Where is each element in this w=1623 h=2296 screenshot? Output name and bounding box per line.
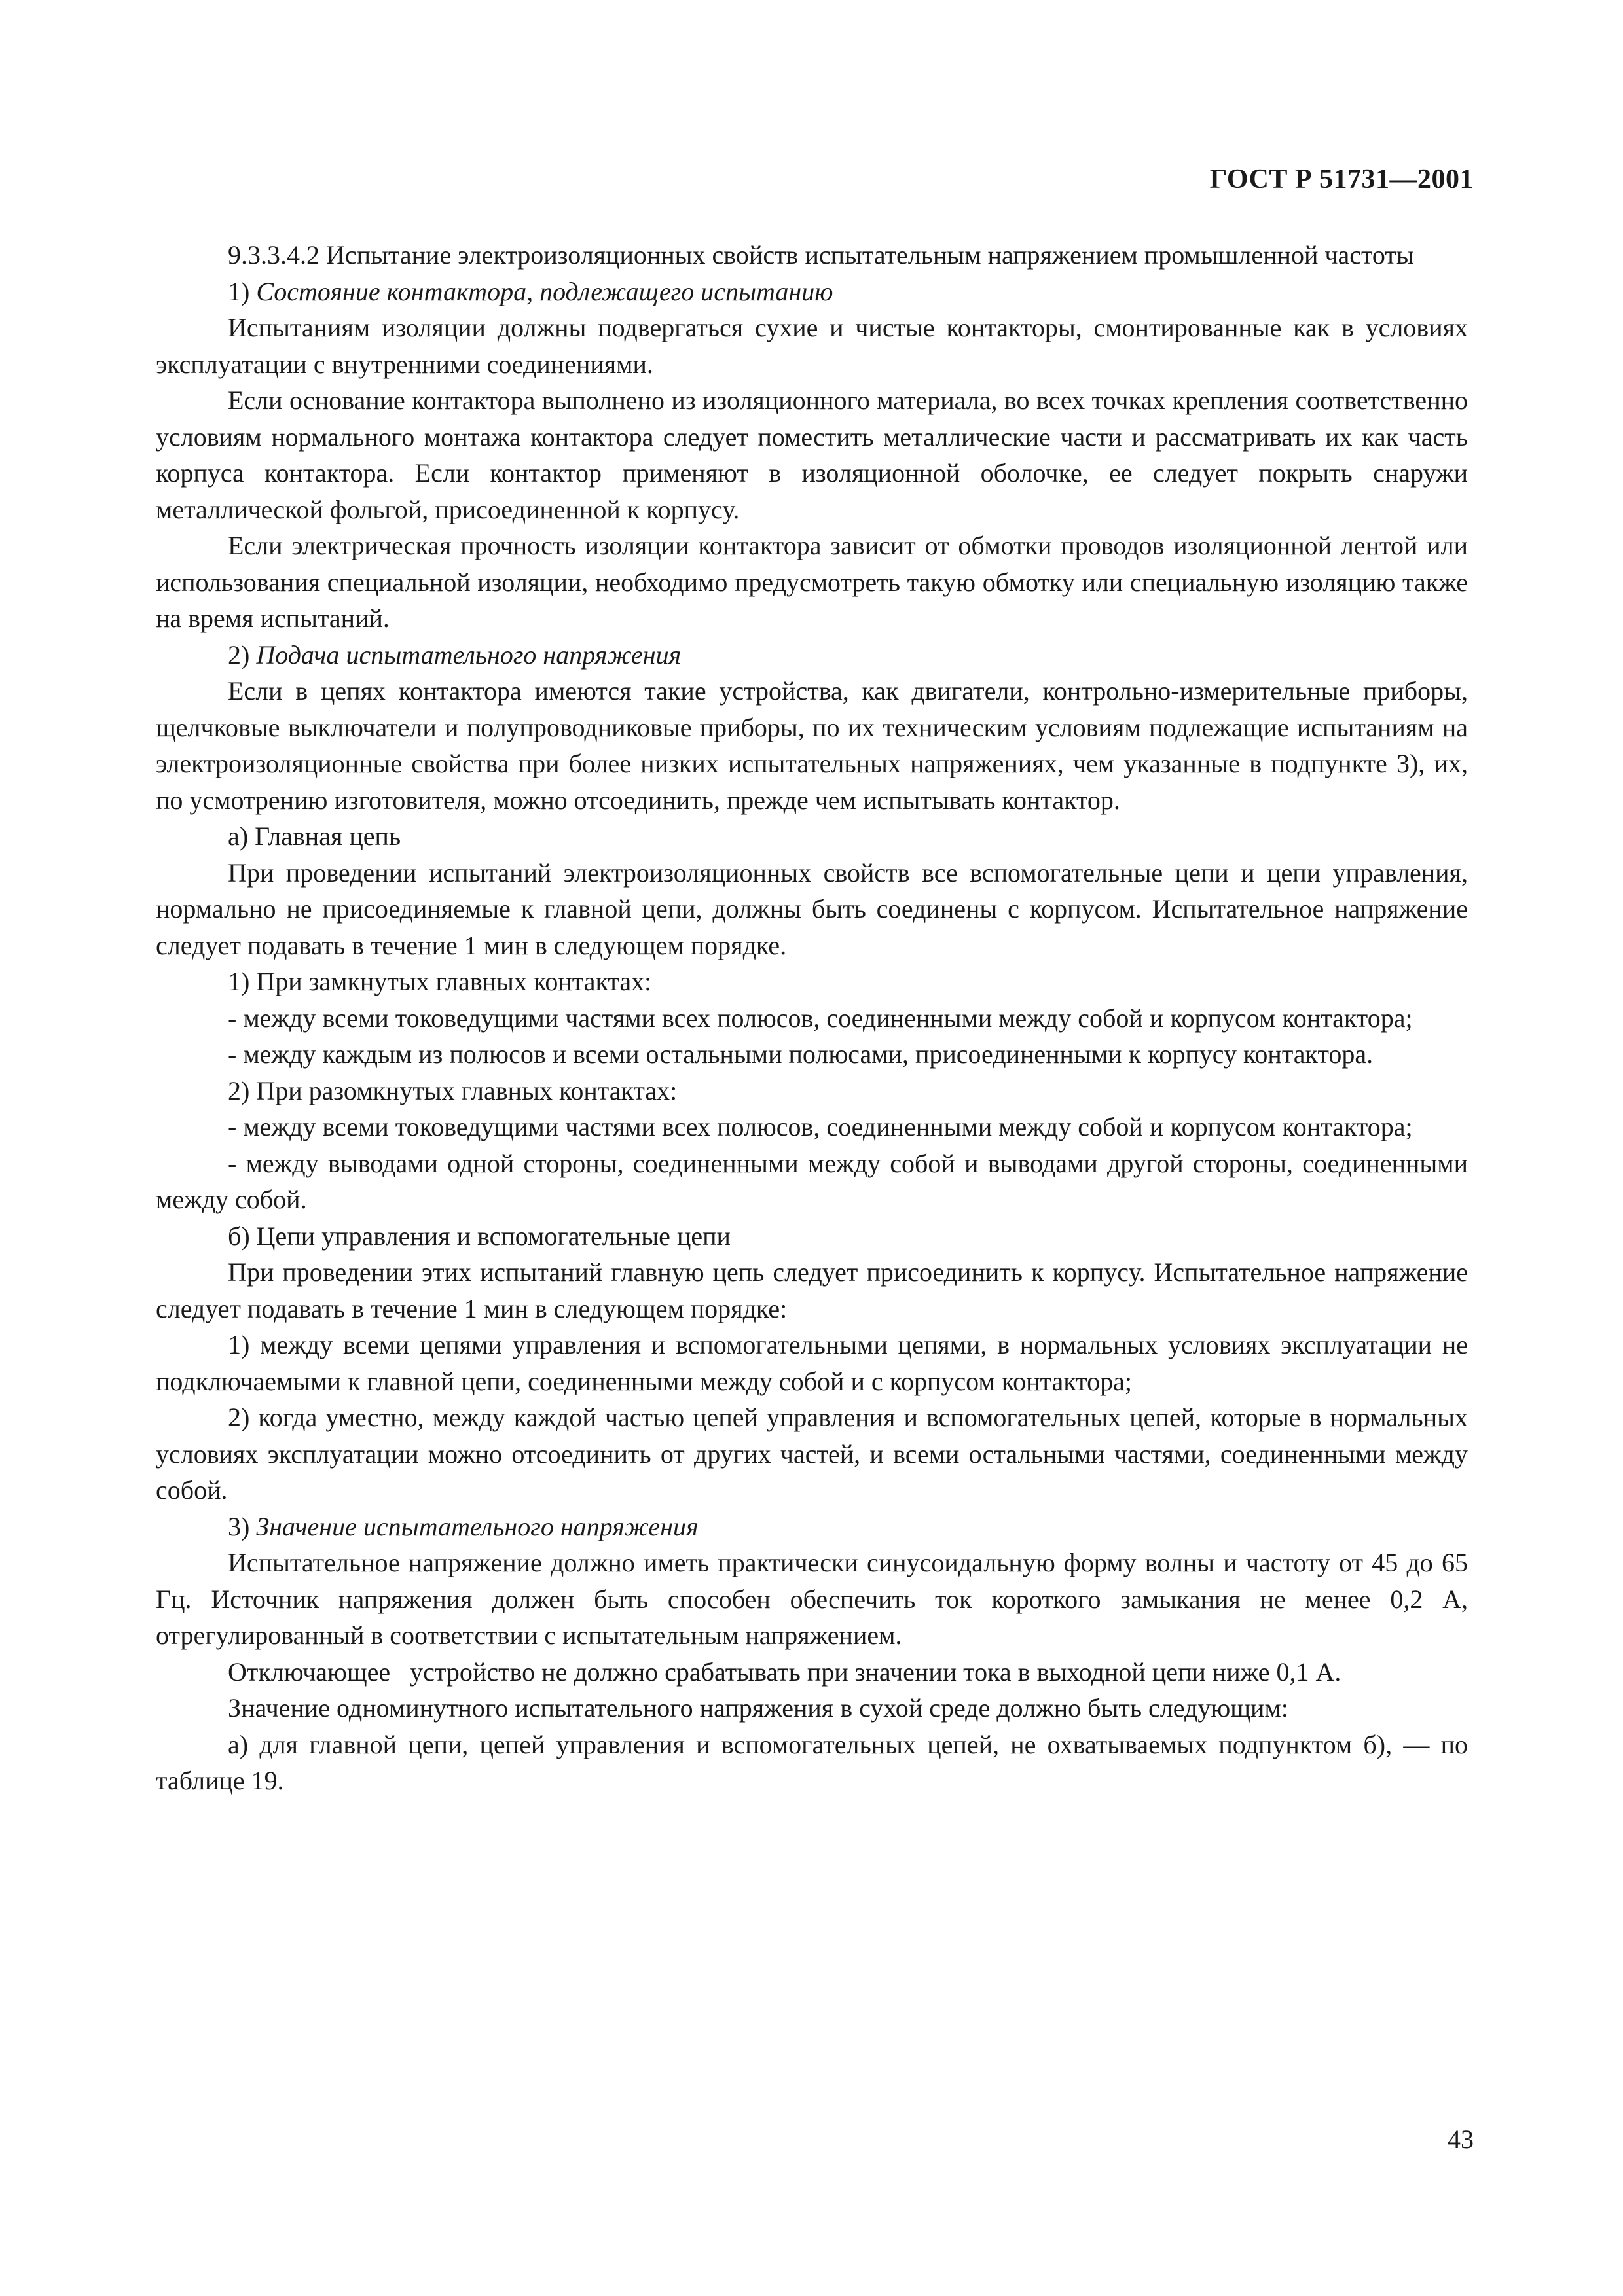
paragraph-text: При проведении этих испытаний главную цепь следует присоединить к корпусу. Испытательное напряжение следует подавать в течение 1 мин в следующем порядке: [156, 1257, 1468, 1323]
paragraph-text: - между всеми токоведущими частями всех полюсов, соединенными между собой и корпусом контактора; [228, 1003, 1413, 1033]
paragraph-text: - между всеми токоведущими частями всех полюсов, соединенными между собой и корпусом контактора; [228, 1112, 1413, 1141]
paragraph-text: - между каждым из полюсов и всеми остальными полюсами, присоединенными к корпусу контактора. [228, 1039, 1374, 1069]
paragraph [156, 274, 1468, 310]
paragraph-italic-text: Состояние контактора, подлежащего испытанию [256, 276, 833, 306]
paragraph-text: б) Цепи управления и вспомогательные цепи [228, 1221, 731, 1251]
paragraph-text: а) для главной цепи, цепей управления и вспомогательных цепей, не охватываемых подпунктом б), — по таблице 19. [156, 1729, 1468, 1795]
paragraph-text: Если в цепях контактора имеются такие устройства, как двигатели, контрольно-измерительные приборы, щелчковые выключатели и полупроводниковые приборы, по их техническим условиям подлежащие испытаниям на электроизоляционные свойства при более низких испытательных напряжениях, чем указанные в подпункте 3), их, по усмотрению изготовителя, можно отсоединить, прежде чем испытывать контактор. [156, 676, 1468, 815]
paragraph [156, 1073, 1468, 1109]
paragraph [156, 855, 1468, 964]
paragraph [156, 673, 1468, 818]
paragraph [156, 1327, 1468, 1399]
paragraph [156, 382, 1468, 528]
paragraph [156, 528, 1468, 637]
paragraph-text: При проведении испытаний электроизоляционных свойств все вспомогательные цепи и цепи управления, нормально не присоединяемые к главной цепи, должны быть соединены с корпусом. Испытательное напряжение следует подавать в течение 1 мин в следующем порядке. [156, 857, 1468, 960]
document-body [156, 237, 1468, 1799]
paragraph-text: 9.3.3.4.2 Испытание электроизоляционных свойств испытательным напряжением промышленной частоты [228, 240, 1414, 270]
paragraph-text: - между выводами одной стороны, соединенными между собой и выводами другой стороны, соединенными между собой. [156, 1148, 1468, 1214]
paragraph [156, 1727, 1468, 1799]
paragraph-text: Отключающее устройство не должно срабатывать при значении тока в выходной цепи ниже 0,1 А. [228, 1657, 1341, 1687]
paragraph [156, 1690, 1468, 1727]
paragraph [156, 1254, 1468, 1327]
paragraph-number: 3) [228, 1511, 257, 1541]
paragraph-italic-text: Подача испытательного напряжения [256, 639, 682, 670]
paragraph [156, 1399, 1468, 1509]
paragraph [156, 1036, 1468, 1073]
paragraph [156, 237, 1468, 274]
paragraph-italic-text: Значение испытательного напряжения [256, 1511, 699, 1541]
paragraph [156, 1145, 1468, 1218]
paragraph [156, 310, 1468, 382]
paragraph [156, 1654, 1468, 1691]
paragraph [156, 1218, 1468, 1255]
paragraph [156, 818, 1468, 855]
paragraph-text: Испытательное напряжение должно иметь практически синусоидальную форму волны и частоту от 45 до 65 Гц. Источник напряжения должен быть способен обеспечить ток короткого замыкания не менее 0,2 А, отрегулированный в соответствии с испытательным напряжением. [156, 1548, 1468, 1650]
paragraph [156, 1000, 1468, 1037]
paragraph [156, 637, 1468, 673]
paragraph-text: Если основание контактора выполнено из изоляционного материала, во всех точках крепления соответственно условиям нормального монтажа контактора следует поместить металлические части и рассматривать их как часть корпуса контактора. Если контактор применяют в изоляционной оболочке, ее следует покрыть снаружи металлической фольгой, присоединенной к корпусу. [156, 386, 1468, 524]
paragraph-text: Если электрическая прочность изоляции контактора зависит от обмотки проводов изоляционной лентой или использования специальной изоляции, необходимо предусмотреть такую обмотку или специальную изоляцию также на время испытаний. [156, 531, 1468, 633]
paragraph-text: 2) При разомкнутых главных контактах: [228, 1075, 678, 1105]
paragraph-text: 1) При замкнутых главных контактах: [228, 967, 652, 996]
paragraph-text: 1) между всеми цепями управления и вспомогательными цепями, в нормальных условиях эксплуатации не подключаемыми к главной цепи, соединенными между собой и с корпусом контактора; [156, 1330, 1468, 1396]
document-header: ГОСТ Р 51731—2001 [1209, 164, 1474, 194]
paragraph-number: 1) [228, 276, 257, 306]
page-number: 43 [1448, 2125, 1474, 2154]
paragraph-text: Значение одноминутного испытательного напряжения в сухой среде должно быть следующим: [228, 1693, 1288, 1723]
paragraph-text: а) Главная цепь [228, 821, 401, 851]
paragraph [156, 963, 1468, 1000]
paragraph-number: 2) [228, 639, 257, 670]
paragraph [156, 1109, 1468, 1145]
paragraph-text: 2) когда уместно, между каждой частью цепей управления и вспомогательных цепей, которые в нормальных условиях эксплуатации можно отсоединить от других частей, и всеми остальными частями, соединенными между собой. [156, 1403, 1468, 1505]
paragraph-text: Испытаниям изоляции должны подвергаться сухие и чистые контакторы, смонтированные как в условиях эксплуатации с внутренними соединениями. [156, 313, 1468, 379]
paragraph [156, 1509, 1468, 1545]
paragraph [156, 1545, 1468, 1654]
